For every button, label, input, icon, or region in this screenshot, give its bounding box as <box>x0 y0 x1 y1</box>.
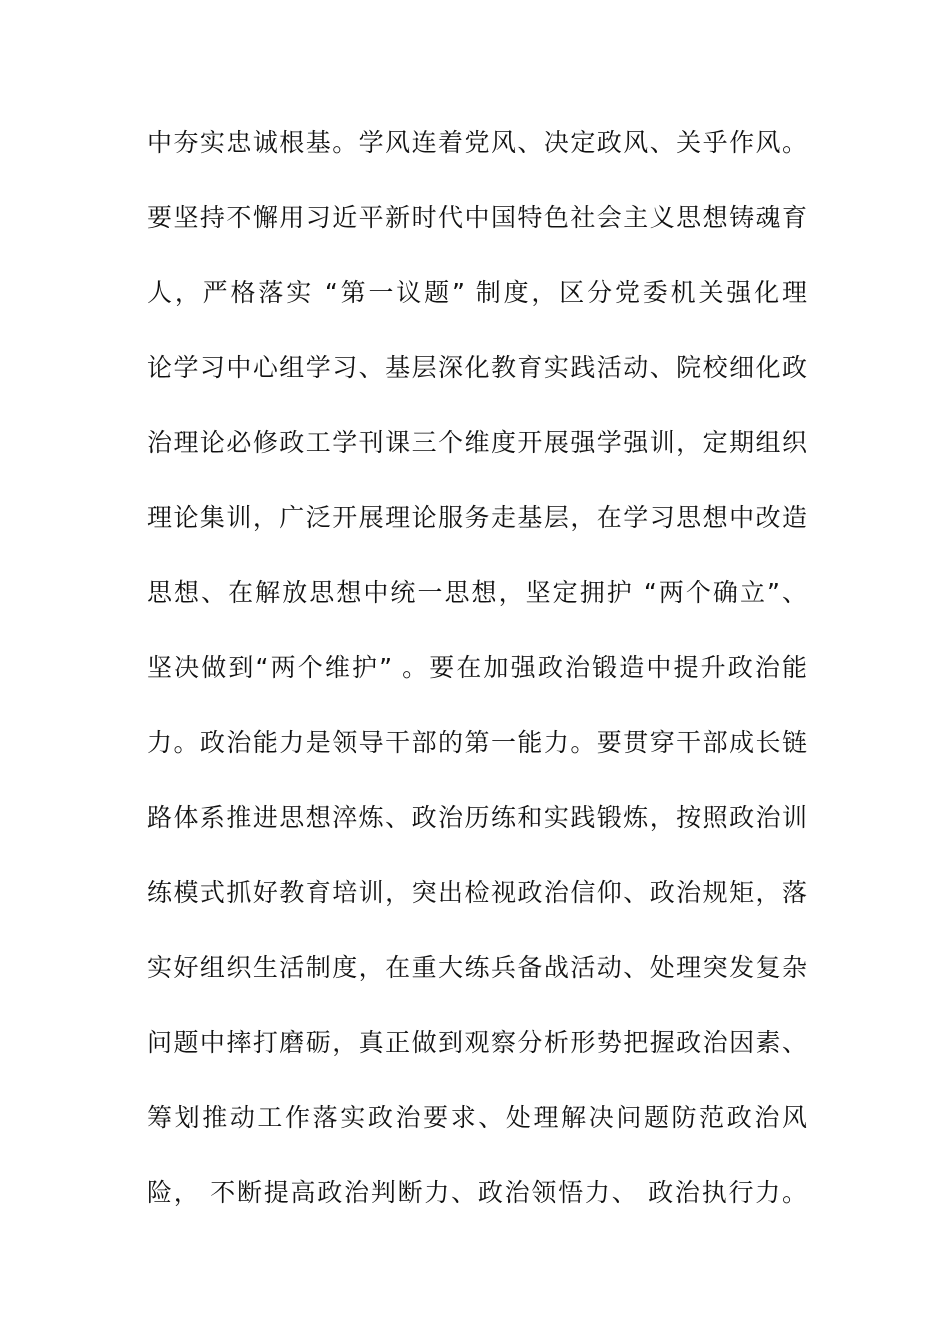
text-line: 实好组织生活制度，在重大练兵备战活动、处理突发复杂 <box>147 953 807 982</box>
text-line: 问题中摔打磨砺，真正做到观察分析形势把握政治因素、 <box>147 1028 807 1057</box>
text-line: 理论集训，广泛开展理论服务走基层，在学习思想中改造 <box>147 503 807 532</box>
text-line: 人，严格落实 “第一议题” 制度，区分党委机关强化理 <box>147 278 807 307</box>
text-line: 中夯实忠诚根基。学风连着党风、决定政风、关乎作风。 <box>147 128 807 157</box>
text-line: 思想、在解放思想中统一思想，坚定拥护 “两个确立”、 <box>147 578 807 607</box>
text-line: 险， 不断提高政治判断力、政治领悟力、 政治执行力。 <box>147 1178 807 1207</box>
text-line: 要坚持不懈用习近平新时代中国特色社会主义思想铸魂育 <box>147 203 807 232</box>
text-line: 筹划推动工作落实政治要求、处理解决问题防范政治风 <box>147 1103 807 1132</box>
text-line: 力。政治能力是领导干部的第一能力。要贯穿干部成长链 <box>147 728 807 757</box>
text-line: 论学习中心组学习、基层深化教育实践活动、院校细化政 <box>147 353 807 382</box>
document-body <box>147 128 807 1253</box>
text-line: 治理论必修政工学刊课三个维度开展强学强训，定期组织 <box>147 428 807 457</box>
text-line: 练模式抓好教育培训，突出检视政治信仰、政治规矩，落 <box>147 878 807 907</box>
text-line: 坚决做到“两个维护” 。要在加强政治锻造中提升政治能 <box>147 653 807 682</box>
text-line: 路体系推进思想淬炼、政治历练和实践锻炼，按照政治训 <box>147 803 807 832</box>
